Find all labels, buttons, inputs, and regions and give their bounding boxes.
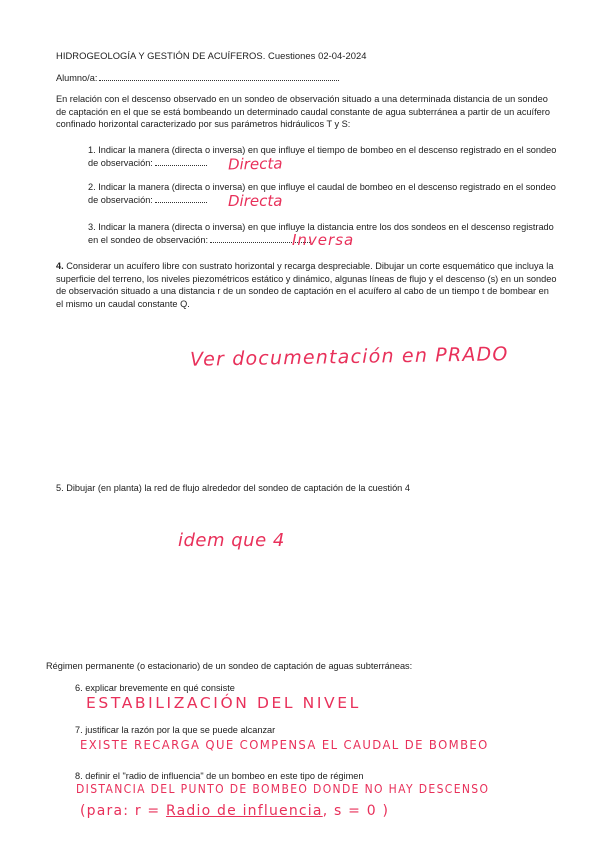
answer-8-handwritten: DISTANCIA DEL PUNTO DE BOMBEO DONDE NO HAY DESCENSO [76,782,490,796]
answer-5-handwritten: idem que 4 [178,530,285,551]
question-5: 5. Dibujar (en planta) la red de flujo alrededor del sondeo de captación de la cuestión 4 [56,483,410,493]
question-4-text: Considerar un acuífero libre con sustrato horizontal y recarga despreciable. Dibujar un corte esquemático que incluya la superficie del terreno, los niveles piezométricos estático y dinámico, algunas líneas de flujo y el descenso (s) en un sondeo de observación situado a una distancia r de un sondeo de captación en el acuífero al cabo de un tiempo t de bombear en el mismo un caudal constante Q. [56,261,557,309]
answer-8-note [80,803,389,819]
question-4-number: 4. [56,261,64,271]
question-4 [56,260,558,310]
answer-1-blank [155,157,207,166]
exam-title: HIDROGEOLOGÍA Y GESTIÓN DE ACUÍFEROS. Cuestiones 02-04-2024 [56,50,367,61]
answer-3-handwritten: Inversa [292,231,355,249]
question-3-text: 3. Indicar la manera (directa o inversa) en que influye la distancia entre los dos sondeos en el descenso registrado en el sondeo de observación: [88,222,554,245]
intro-paragraph: En relación con el descenso observado en un sondeo de observación situado a una determinada distancia de un sondeo de captación en el que se está bombeando un determinado caudal constante de agua subterránea a partir de un acuífero confinado horizontal caracterizado por sus parámetros hidráulicos T y S: [56,94,550,129]
student-name-line [56,71,339,85]
question-2 [88,181,558,206]
question-1-text: 1. Indicar la manera (directa o inversa) en que influye el tiempo de bombeo en el descenso registrado en el sondeo de observación: [88,145,557,168]
answer-2-blank [155,194,207,203]
question-1 [88,144,558,169]
answer-6-handwritten: ESTABILIZACIÓN DEL NIVEL [86,694,361,712]
student-name-blank [99,71,339,81]
answer-2-handwritten: Directa [228,192,283,210]
question-2-text: 2. Indicar la manera (directa o inversa) en que influye el caudal de bombeo en el descenso registrado en el sondeo de observación: [88,182,556,205]
answer-8-note-close: , s = 0 ) [322,803,390,819]
question-7: 7. justificar la razón por la que se puede alcanzar [75,725,276,735]
answer-4-handwritten: Ver documentación en PRADO [189,343,509,371]
answer-1-handwritten: Directa [227,154,283,174]
answer-8-note-open: (para: r = [80,803,161,819]
answer-8-note-term: Radio de influencia [166,803,323,819]
question-6: 6. explicar brevemente en qué consiste [75,683,235,693]
section-regimen-permanente: Régimen permanente (o estacionario) de un sondeo de captación de aguas subterráneas: [46,661,413,671]
question-8: 8. definir el "radio de influencia" de un bombeo en este tipo de régimen [75,771,364,781]
answer-7-handwritten: EXISTE RECARGA QUE COMPENSA EL CAUDAL DE BOMBEO [80,737,489,752]
student-name-label: Alumno/a: [56,73,98,83]
